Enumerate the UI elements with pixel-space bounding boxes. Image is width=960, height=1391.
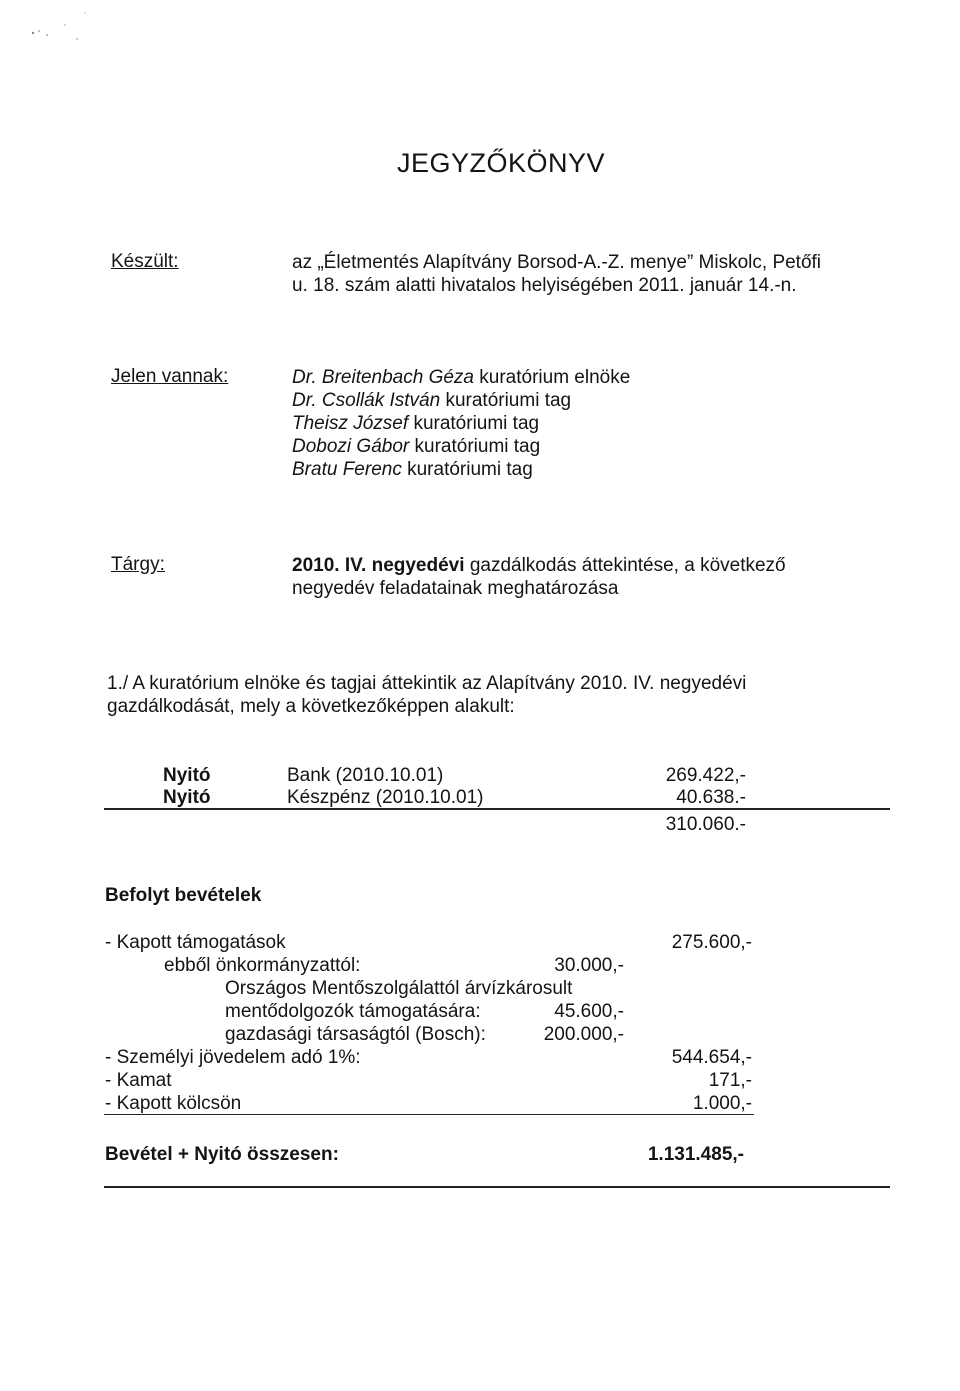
opening-desc: Készpénz (2010.10.01) [287, 787, 484, 808]
attendee-name: Dr. Breitenbach Géza [292, 367, 474, 388]
opening-total: 310.060.- [665, 814, 746, 835]
attendee [292, 435, 540, 458]
attendee-name: Dobozi Gábor [292, 436, 410, 457]
income-szja-amount: 544.654,- [671, 1047, 752, 1068]
attendee-name: Bratu Ferenc [292, 459, 402, 480]
keszult-line-2: u. 18. szám alatti hivatalos helyiségében 2011. január 14.-n. [292, 275, 797, 296]
opening-label: Nyitó [163, 787, 211, 808]
income-szja-label: - Személyi jövedelem adó 1%: [105, 1047, 361, 1068]
income-orszagos-line-2: mentődolgozók támogatására: [225, 1001, 481, 1022]
income-heading: Befolyt bevételek [105, 885, 262, 906]
attendee-role: kuratóriumi tag [413, 413, 540, 434]
grand-total-amount: 1.131.485,- [647, 1144, 744, 1165]
attendee-name: Theisz József [292, 413, 409, 434]
keszult-line-1: az „Életmentés Alapítvány Borsod-A.-Z. menye” Miskolc, Petőfi [292, 252, 822, 273]
grand-total-divider [104, 1186, 890, 1188]
income-kapott-amount: 275.600,- [671, 932, 752, 953]
attendee [292, 458, 533, 481]
attendee-role: kuratóriumi tag [414, 436, 541, 457]
opening-desc: Bank (2010.10.01) [287, 765, 444, 786]
income-bosch-label: gazdasági társaságtól (Bosch): [225, 1024, 486, 1045]
keszult-label: Készült: [111, 251, 179, 272]
point-1-line-2: gazdálkodását, mely a következőképpen alakult: [107, 696, 515, 717]
income-kolcson-label: - Kapott kölcsön [105, 1093, 242, 1114]
income-ebbol-label: ebből önkormányzattól: [164, 955, 361, 976]
opening-amount: 40.638.- [676, 787, 746, 808]
opening-amount: 269.422,- [665, 765, 746, 786]
targy-bold: 2010. IV. negyedévi [292, 555, 465, 576]
attendee-role: kuratóriumi tag [407, 459, 533, 480]
income-orszagos-amount: 45.600,- [554, 1001, 624, 1022]
attendee [292, 366, 630, 389]
income-kamat-amount: 171,- [708, 1070, 752, 1091]
income-kapott-label: - Kapott támogatások [105, 932, 286, 953]
income-ebbol-amount: 30.000,- [554, 955, 624, 976]
attendee-role: kuratórium elnöke [479, 367, 631, 388]
targy-line-2: negyedév feladatainak meghatározása [292, 578, 619, 599]
attendee-role: kuratóriumi tag [445, 390, 572, 411]
attendee-name: Dr. Csollák István [292, 390, 441, 411]
income-kolcson-amount: 1.000,- [692, 1093, 752, 1114]
grand-total-label: Bevétel + Nyitó összesen: [105, 1144, 339, 1165]
opening-divider [104, 808, 890, 810]
targy-rest: gazdálkodás áttekintése, a következő [469, 555, 786, 576]
attendee [292, 412, 539, 435]
attendee [292, 389, 571, 412]
income-divider [104, 1114, 754, 1115]
point-1-line-1: 1./ A kuratórium elnöke és tagjai áttekintik az Alapítvány 2010. IV. negyedévi [107, 673, 747, 694]
targy-line-1 [292, 554, 786, 577]
page-title: JEGYZŐKÖNYV [397, 148, 606, 178]
income-bosch-amount: 200.000,- [543, 1024, 624, 1045]
jelen-label: Jelen vannak: [111, 366, 229, 387]
income-kamat-label: - Kamat [105, 1070, 172, 1091]
scan-smudge [25, 5, 95, 45]
income-orszagos-line-1: Országos Mentőszolgálattól árvízkárosult [225, 978, 573, 999]
opening-label: Nyitó [163, 765, 211, 786]
targy-label: Tárgy: [111, 554, 165, 575]
